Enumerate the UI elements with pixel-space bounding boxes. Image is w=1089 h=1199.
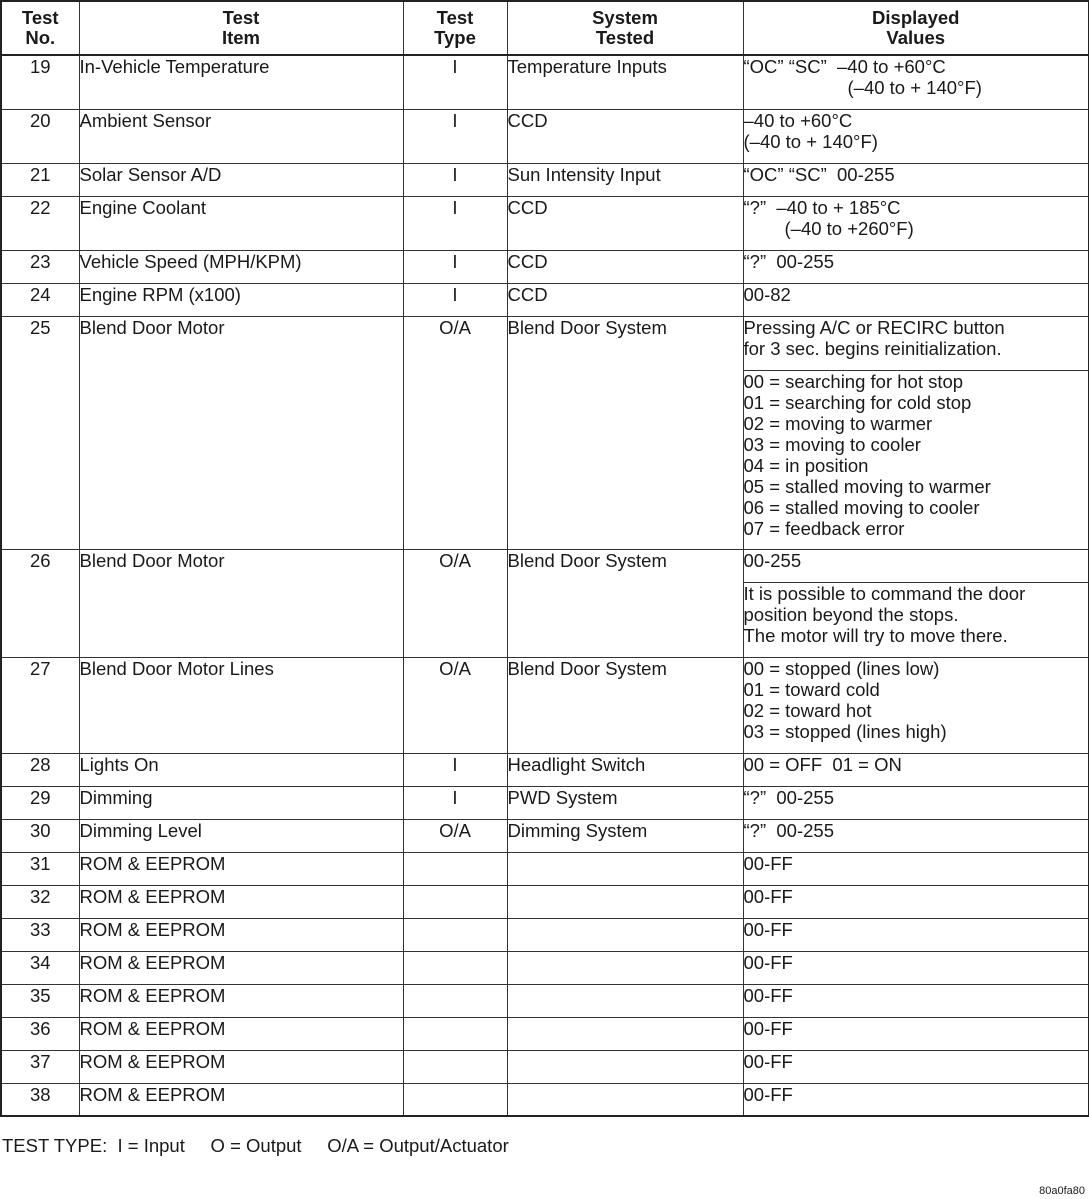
system-tested-cell: Blend Door System — [507, 657, 743, 753]
test-item-cell: ROM & EEPROM — [79, 984, 403, 1017]
table-row — [1, 196, 1089, 250]
test-type-cell: I — [403, 283, 507, 316]
table-row — [1, 1017, 1089, 1050]
header-test-type: Test Type — [403, 1, 507, 55]
test-no-cell: 25 — [1, 316, 79, 549]
displayed-values-cell: –40 to +60°C (–40 to + 140°F) — [743, 109, 1089, 163]
test-type-cell: I — [403, 163, 507, 196]
test-no-cell: 21 — [1, 163, 79, 196]
test-item-cell: Solar Sensor A/D — [79, 163, 403, 196]
test-item-cell: ROM & EEPROM — [79, 951, 403, 984]
system-tested-cell — [507, 1050, 743, 1083]
test-no-cell: 30 — [1, 819, 79, 852]
table-row — [1, 549, 1089, 582]
system-tested-cell: Temperature Inputs — [507, 55, 743, 109]
displayed-values-cell: 00 = stopped (lines low) 01 = toward cold 02 = toward hot 03 = stopped (lines high) — [743, 657, 1089, 753]
test-item-cell: Blend Door Motor Lines — [79, 657, 403, 753]
system-tested-cell: CCD — [507, 196, 743, 250]
test-item-cell: Blend Door Motor — [79, 549, 403, 657]
system-tested-cell — [507, 1017, 743, 1050]
table-row — [1, 283, 1089, 316]
displayed-values-cell: “OC” “SC” 00-255 — [743, 163, 1089, 196]
test-no-cell: 19 — [1, 55, 79, 109]
displayed-values-cell: “?” 00-255 — [743, 819, 1089, 852]
table-row — [1, 984, 1089, 1017]
displayed-values-cell: 00-82 — [743, 283, 1089, 316]
displayed-values-cell: 00-FF — [743, 852, 1089, 885]
system-tested-cell: CCD — [507, 250, 743, 283]
displayed-values-cell: “?” 00-255 — [743, 250, 1089, 283]
test-item-cell: Vehicle Speed (MPH/KPM) — [79, 250, 403, 283]
test-type-cell: I — [403, 250, 507, 283]
test-no-cell: 28 — [1, 753, 79, 786]
displayed-values-cell: 00-FF — [743, 918, 1089, 951]
header-row — [1, 1, 1089, 55]
displayed-values-cell: “OC” “SC” –40 to +60°C (–40 to + 140°F) — [743, 55, 1089, 109]
test-type-cell: O/A — [403, 657, 507, 753]
header-test-item: Test Item — [79, 1, 403, 55]
test-type-cell: I — [403, 55, 507, 109]
displayed-values-cell: 00-FF — [743, 885, 1089, 918]
test-no-cell: 22 — [1, 196, 79, 250]
test-item-cell: ROM & EEPROM — [79, 852, 403, 885]
test-no-cell: 26 — [1, 549, 79, 657]
test-type-cell: I — [403, 109, 507, 163]
figure-id: 80a0fa80 — [1039, 1185, 1085, 1197]
displayed-values-cell: 00-255 — [743, 549, 1089, 582]
test-no-cell: 33 — [1, 918, 79, 951]
test-no-cell: 37 — [1, 1050, 79, 1083]
test-type-cell — [403, 984, 507, 1017]
test-type-cell — [403, 1050, 507, 1083]
system-tested-cell — [507, 1083, 743, 1116]
test-no-cell: 35 — [1, 984, 79, 1017]
displayed-values-cell: 00-FF — [743, 984, 1089, 1017]
system-tested-cell: Dimming System — [507, 819, 743, 852]
test-item-cell: ROM & EEPROM — [79, 918, 403, 951]
table-row — [1, 1050, 1089, 1083]
displayed-values-cell: 00-FF — [743, 1017, 1089, 1050]
system-tested-cell — [507, 885, 743, 918]
displayed-values-cell: “?” 00-255 — [743, 786, 1089, 819]
table-row — [1, 163, 1089, 196]
displayed-values-cell: It is possible to command the door position beyond the stops. The motor will try to move there. — [743, 582, 1089, 657]
table-row — [1, 753, 1089, 786]
test-item-cell: Ambient Sensor — [79, 109, 403, 163]
test-item-cell: ROM & EEPROM — [79, 1083, 403, 1116]
test-type-cell — [403, 1017, 507, 1050]
test-item-cell: ROM & EEPROM — [79, 885, 403, 918]
table-row — [1, 819, 1089, 852]
test-type-cell — [403, 1083, 507, 1116]
displayed-values-cell: 00-FF — [743, 1050, 1089, 1083]
test-type-cell: O/A — [403, 316, 507, 549]
test-item-cell: Blend Door Motor — [79, 316, 403, 549]
displayed-values-cell: “?” –40 to + 185°C (–40 to +260°F) — [743, 196, 1089, 250]
test-type-legend: TEST TYPE: I = Input O = Output O/A = Output/Actuator — [2, 1135, 509, 1156]
table-row — [1, 1083, 1089, 1116]
header-displayed-values: Displayed Values — [743, 1, 1089, 55]
test-item-cell: Dimming Level — [79, 819, 403, 852]
test-item-cell: Dimming — [79, 786, 403, 819]
table-row — [1, 786, 1089, 819]
test-no-cell: 29 — [1, 786, 79, 819]
system-tested-cell — [507, 852, 743, 885]
test-no-cell: 24 — [1, 283, 79, 316]
table-row — [1, 885, 1089, 918]
system-tested-cell: CCD — [507, 283, 743, 316]
test-type-cell: O/A — [403, 549, 507, 657]
header-system-tested: System Tested — [507, 1, 743, 55]
test-item-cell: ROM & EEPROM — [79, 1017, 403, 1050]
test-no-cell: 38 — [1, 1083, 79, 1116]
system-tested-cell: PWD System — [507, 786, 743, 819]
table-row — [1, 316, 1089, 370]
system-tested-cell: Blend Door System — [507, 549, 743, 657]
system-tested-cell — [507, 984, 743, 1017]
system-tested-cell — [507, 951, 743, 984]
table-row — [1, 852, 1089, 885]
test-type-cell: I — [403, 196, 507, 250]
test-item-cell: Engine RPM (x100) — [79, 283, 403, 316]
displayed-values-cell: 00-FF — [743, 951, 1089, 984]
test-item-cell: In-Vehicle Temperature — [79, 55, 403, 109]
test-type-cell: O/A — [403, 819, 507, 852]
test-no-cell: 20 — [1, 109, 79, 163]
test-type-cell — [403, 885, 507, 918]
test-type-cell: I — [403, 753, 507, 786]
test-item-cell: Engine Coolant — [79, 196, 403, 250]
test-no-cell: 27 — [1, 657, 79, 753]
table-row — [1, 250, 1089, 283]
test-item-cell: ROM & EEPROM — [79, 1050, 403, 1083]
test-item-cell: Lights On — [79, 753, 403, 786]
system-tested-cell: Sun Intensity Input — [507, 163, 743, 196]
system-tested-cell: CCD — [507, 109, 743, 163]
test-no-cell: 34 — [1, 951, 79, 984]
displayed-values-cell: Pressing A/C or RECIRC button for 3 sec. begins reinitialization. — [743, 316, 1089, 370]
header-test-no: Test No. — [1, 1, 79, 55]
test-type-cell: I — [403, 786, 507, 819]
system-tested-cell: Headlight Switch — [507, 753, 743, 786]
table-row — [1, 109, 1089, 163]
displayed-values-cell: 00 = searching for hot stop 01 = searching for cold stop 02 = moving to warmer 03 = moving to cooler 04 = in position 05 = stalled moving to warmer 06 = stalled moving to cooler 07 = feedback error — [743, 370, 1089, 549]
test-no-cell: 36 — [1, 1017, 79, 1050]
test-no-cell: 31 — [1, 852, 79, 885]
table-row — [1, 55, 1089, 109]
displayed-values-cell: 00-FF — [743, 1083, 1089, 1116]
test-type-cell — [403, 852, 507, 885]
table-row — [1, 951, 1089, 984]
displayed-values-cell: 00 = OFF 01 = ON — [743, 753, 1089, 786]
table-row — [1, 657, 1089, 753]
test-no-cell: 23 — [1, 250, 79, 283]
table-row — [1, 918, 1089, 951]
test-type-cell — [403, 918, 507, 951]
system-tested-cell: Blend Door System — [507, 316, 743, 549]
test-type-cell — [403, 951, 507, 984]
system-tested-cell — [507, 918, 743, 951]
test-no-cell: 32 — [1, 885, 79, 918]
